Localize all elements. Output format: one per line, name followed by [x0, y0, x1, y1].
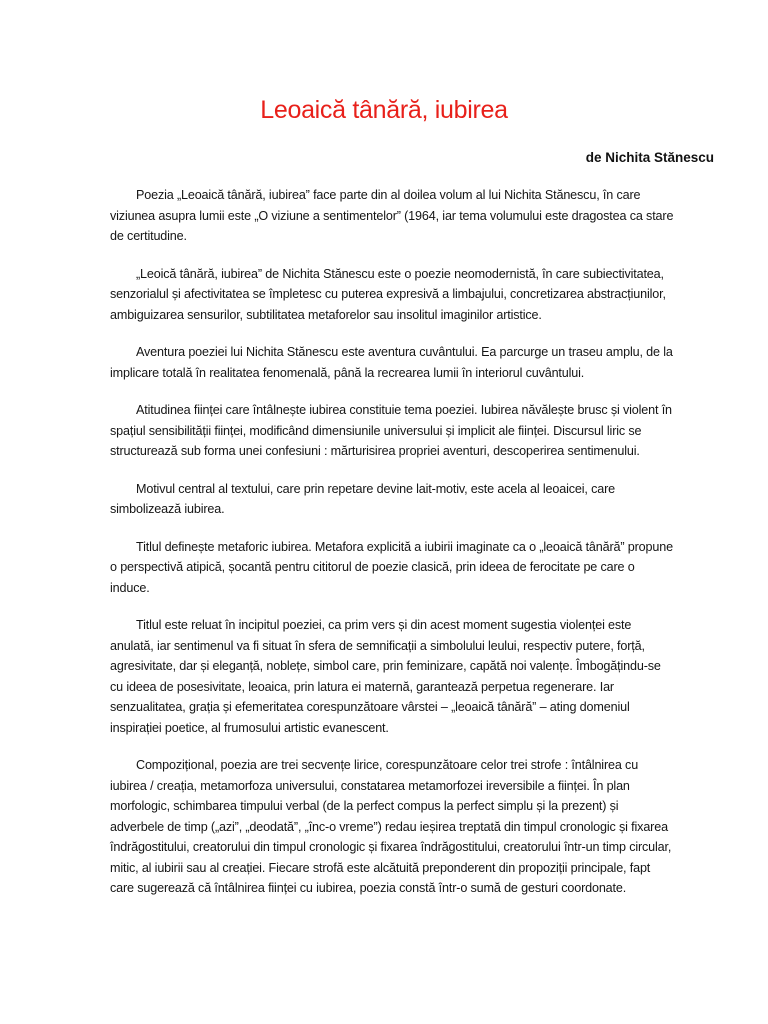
paragraph-8: Compozițional, poezia are trei secvențe lirice, corespunzătoare celor trei strofe : întâlnirea cu iubirea / creația, metamorfoza universului, constatarea metamorfozei ireversibile a ființei. În plan morfologic, schimbarea timpului verbal (de la perfect compus la perfect simplu și la prezent) și adverbele de timp („azi”, „deodată”, „înc-o vreme”) redau ieșirea treptată din timpul cronologic și fixarea îndrăgostitului, creatorului din timpul cronologic și fixarea îndrăgostitului, creatorului într-un timp circular, mitic, al iubirii sau al creației. Fiecare strofă este alcătuită preponderent din propoziții principale, fapt care sugerează că întâlnirea ființei cu iubirea, poezia constă într-o sumă de gesturi coordonate. — [110, 758, 672, 895]
paragraph-4: Atitudinea ființei care întâlnește iubirea constituie tema poeziei. Iubirea năvălește brusc și violent în spațiul sensibilității ființei, modificând dimensiunile universului și implicit ale ființei. Discursul liric se structurează sub forma unei confesiuni : mărturisirea propriei aventuri, descoperirea sentimenului. — [110, 403, 672, 458]
paragraph-2: „Leoică tânără, iubirea” de Nichita Stănescu este o poezie neomodernistă, în care subiectivitatea, senzorialul și afectivitatea se împletesc cu puterea expresivă a limbajului, concretizarea abstracțiunilor, ambiguizarea sensurilor, subtilitatea metaforelor sau insolitul imaginilor artistice. — [110, 266, 666, 322]
document-body — [110, 185, 674, 916]
paragraph-5: Motivul central al textului, care prin repetare devine lait-motiv, este acela al leoaicei, care simbolizează iubirea. — [110, 481, 616, 516]
paragraph-6: Titlul definește metaforic iubirea. Metafora explicită a iubirii imaginate ca o „leoaică tânără” propune o perspectivă atipică, șocantă pentru cititorul de poezie clasică, prin ideea de ferocitate pe care o induce. — [110, 539, 673, 595]
document-title: Leoaică tânără, iubirea — [260, 96, 508, 124]
paragraph-3: Aventura poeziei lui Nichita Stănescu este aventura cuvântului. Ea parcurge un traseu amplu, de la implicare totală în realitatea fenomenală, până la recrearea lumii în interiorul cuvântului. — [110, 345, 673, 380]
document-author: de Nichita Stănescu — [585, 150, 714, 165]
paragraph-7: Titlul este reluat în incipitul poeziei, ca prim vers și din acest moment sugestia violenței este anulată, iar sentimenul va fi situat în sfera de semnificații a simbolului leului, respectiv putere, forță, agresivitate, dar și eleganță, noblețe, simbol care, prin feminizare, capătă noi valențe. Îmbogățindu-se cu ideea de posesivitate, leoaica, prin latura ei maternă, garantează perpetua regenerare. Iar senzualitatea, grația și efemeritatea corespunzătoare vârstei – „leoaică tânără” – ating domeniul inspirației poetice, al frumosului artistic evanescent. — [110, 618, 661, 735]
paragraph-1: Poezia „Leoaică tânără, iubirea” face parte din al doilea volum al lui Nichita Stănescu, în care viziunea asupra lumii este „O viziune a sentimentelor” (1964, iar tema volumului este dragostea ca stare de certitudine. — [110, 188, 674, 243]
